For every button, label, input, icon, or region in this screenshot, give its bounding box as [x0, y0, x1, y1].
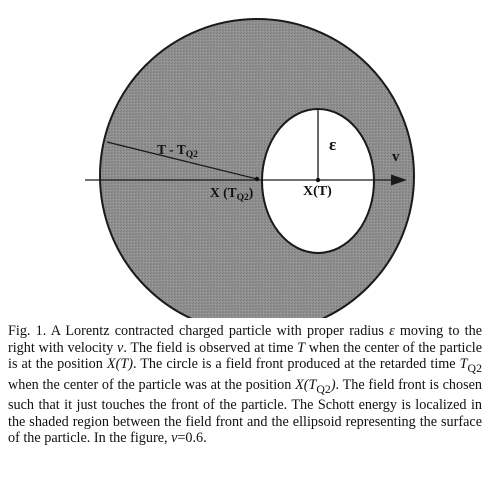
caption-retarded-position-close: ): [330, 376, 336, 393]
caption-text-2: moving to the right with velocity: [8, 323, 482, 356]
epsilon-label: ε: [329, 135, 337, 154]
retarded-position-label: X $(T_{Q2})$: [210, 185, 254, 203]
particle-center-dot: [316, 178, 320, 182]
caption-velocity-2: v: [171, 430, 178, 447]
caption-text-5: . The circle is a field front produced at the retarded time: [132, 356, 460, 373]
velocity-label: v: [392, 149, 400, 165]
caption-text-8: =0.6.: [177, 430, 207, 447]
caption-time: T: [297, 339, 306, 356]
caption-text-4: when the center of the particle is at the position: [8, 339, 482, 373]
caption-epsilon: ε: [389, 323, 395, 339]
current-position-label: X(T): [303, 184, 332, 199]
caption-position: X(T): [106, 356, 133, 373]
caption-text-7: . The field front is chosen such that it just touches the front of the particle. The Schott energy is localized in the shaded region between the field front and the ellipsoid representing the surface of the particle. In the figure,: [8, 376, 482, 447]
figure-caption: [8, 323, 482, 447]
caption-retarded-position: X(T: [295, 376, 317, 393]
caption-retarded-time: T: [459, 356, 468, 373]
caption-velocity: v: [117, 339, 124, 356]
caption-retarded-position-sub: Q2: [316, 381, 331, 396]
retarded-center-dot: [255, 177, 259, 181]
distance-label: T - $T_{Q2}$: [157, 142, 198, 160]
caption-fig-number: Fig. 1.: [8, 323, 47, 339]
caption-text-1: A Lorentz contracted charged particle with proper radius: [46, 323, 390, 339]
caption-text-3: . The field is observed at time: [123, 339, 298, 356]
caption-retarded-time-sub: Q2: [467, 361, 482, 376]
caption-text-6: when the center of the particle was at the position: [8, 376, 296, 393]
